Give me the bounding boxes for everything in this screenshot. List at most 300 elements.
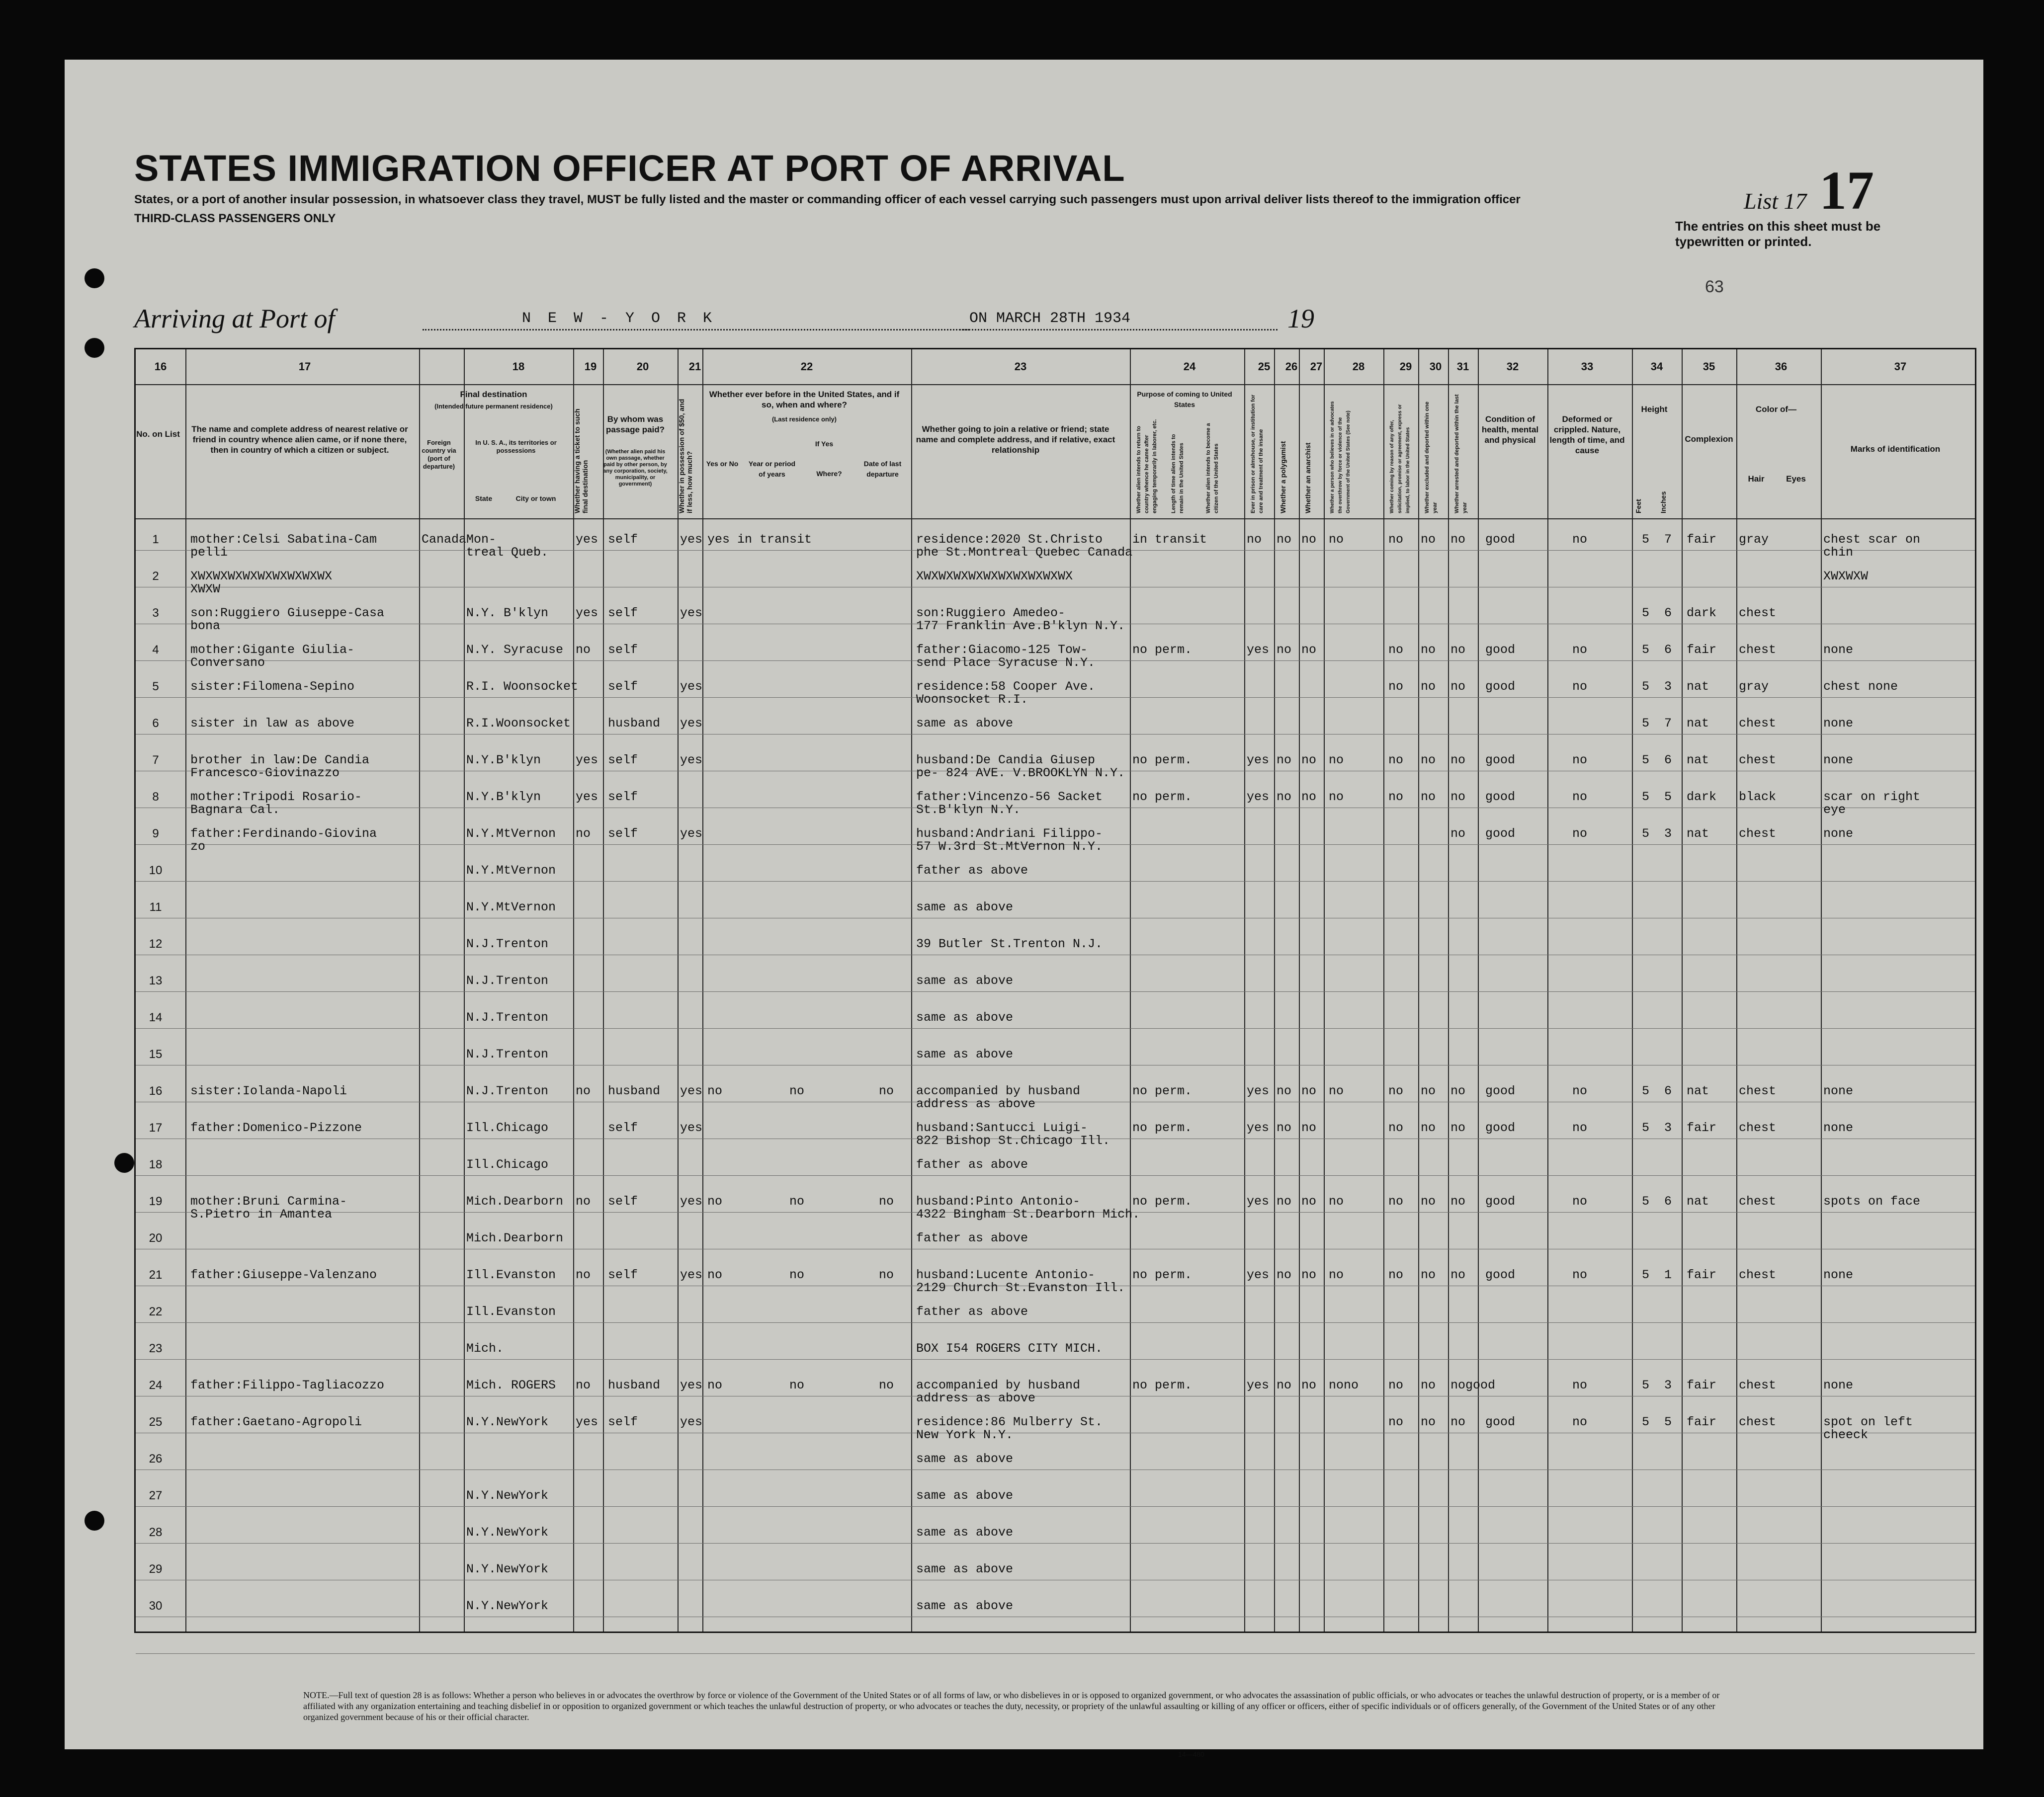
cell-st: N.Y.MtVernon xyxy=(466,863,556,878)
table-row xyxy=(136,1453,1975,1488)
cell-q28: nono xyxy=(1329,1378,1359,1392)
cell-q30: no xyxy=(1421,643,1436,657)
cell-pu: no perm. xyxy=(1132,1121,1192,1135)
cell-rel: sister:Filomena-Sepino xyxy=(190,679,355,694)
cell-ft: 5 xyxy=(1642,826,1650,841)
cell-he: good xyxy=(1485,790,1516,804)
cell-ft: 5 xyxy=(1642,606,1650,620)
column-number: 31 xyxy=(1456,360,1469,373)
cell-pr: yes xyxy=(1247,1378,1270,1392)
cell-rel: father:Filippo-Tagliacozzo xyxy=(190,1378,385,1392)
cell-tk: no xyxy=(576,643,591,657)
cell-st: N.Y.NewYork xyxy=(466,1599,549,1613)
cell-ft: 5 xyxy=(1642,1268,1650,1282)
column-number: 27 xyxy=(1310,360,1323,373)
table-row xyxy=(136,1563,1975,1599)
table-row xyxy=(136,864,1975,900)
cell-tk: yes xyxy=(576,606,598,620)
cell-q28: no xyxy=(1329,790,1344,804)
cell-q30: no xyxy=(1421,1084,1436,1098)
cell-co: fair xyxy=(1687,1378,1717,1392)
cell-q29: no xyxy=(1388,679,1404,694)
cell-co: nat xyxy=(1687,1084,1709,1098)
cell-ft: 5 xyxy=(1642,1084,1650,1098)
cell-pr: yes xyxy=(1247,1268,1270,1282)
cell-no: 12 xyxy=(149,937,163,951)
cell-pu: no perm. xyxy=(1132,1194,1192,1209)
cell-in: 6 xyxy=(1664,1194,1672,1209)
cell-he: good xyxy=(1485,1194,1516,1209)
cell-q31: no xyxy=(1450,679,1466,694)
cell-in: 5 xyxy=(1664,1415,1672,1429)
table-row xyxy=(136,1195,1975,1231)
cell-he: good xyxy=(1485,1121,1516,1135)
cell-st: N.Y.NewYork xyxy=(466,1488,549,1503)
cell-po: no xyxy=(1277,1378,1292,1392)
cell-he: good xyxy=(1485,643,1516,657)
cell-po: no xyxy=(1277,643,1292,657)
cell-jn: accompanied by husband address as above xyxy=(916,1378,1081,1405)
cell-rel: son:Ruggiero Giuseppe-Casa bona xyxy=(190,606,385,633)
cell-in: 1 xyxy=(1664,1268,1672,1282)
cell-no: 22 xyxy=(149,1305,163,1318)
cell-he: good xyxy=(1485,532,1516,547)
cell-st: N.Y.NewYork xyxy=(466,1525,549,1540)
cell-pu: no perm. xyxy=(1132,1268,1192,1282)
cell-no: 3 xyxy=(152,606,159,620)
cell-po: no xyxy=(1277,532,1292,547)
cell-st: N.J.Trenton xyxy=(466,937,549,951)
cell-po: no xyxy=(1277,1194,1292,1209)
cell-jn: XWXWXWXWXWXWXWXWXWXWX xyxy=(916,569,1073,583)
cell-tk: yes xyxy=(576,753,598,767)
cell-pr: yes xyxy=(1247,790,1270,804)
cell-no: 26 xyxy=(149,1452,163,1466)
column-number: 33 xyxy=(1581,360,1594,373)
header-purpose-a: Whether alien intends to return to country whence he came after engaging temporarily in laborer, etc. xyxy=(1136,419,1158,513)
form-number: 14—480 xyxy=(1178,1750,1204,1758)
cell-pd: self xyxy=(608,1194,638,1209)
cell-po: no xyxy=(1277,1084,1292,1098)
cell-mk: none xyxy=(1823,753,1854,767)
cell-pd: self xyxy=(608,679,638,694)
cell-an: no xyxy=(1301,1378,1317,1392)
cell-no: 4 xyxy=(152,643,159,656)
cell-ha: gray xyxy=(1739,532,1769,547)
cell-q30: no xyxy=(1421,790,1436,804)
cell-tk: yes xyxy=(576,1415,598,1429)
cell-ft: 5 xyxy=(1642,643,1650,657)
column-number: 20 xyxy=(636,360,649,373)
table-row xyxy=(136,717,1975,753)
table-row xyxy=(136,1600,1975,1635)
cell-an: no xyxy=(1301,643,1317,657)
cell-st: Mich.Dearborn xyxy=(466,1194,564,1209)
cell-no: 7 xyxy=(152,753,159,767)
cell-q31: no xyxy=(1450,790,1466,804)
header-purpose-b: Length of time alien intends to remain in the United States xyxy=(1171,434,1185,513)
cell-in: 6 xyxy=(1664,1084,1672,1098)
cell-st: N.J.Trenton xyxy=(466,1047,549,1062)
stamp-number: 63 xyxy=(1705,277,1724,296)
cell-mk: none xyxy=(1823,1084,1854,1098)
cell-mk: chest scar on chin xyxy=(1823,532,1921,560)
cell-de: no xyxy=(1572,753,1588,767)
cell-in: 6 xyxy=(1664,606,1672,620)
header-year-period: Year or period of years xyxy=(748,460,796,478)
cell-pd: self xyxy=(608,1121,638,1135)
cell-co: dark xyxy=(1687,606,1717,620)
cell-co: fair xyxy=(1687,532,1717,547)
cell-no: 29 xyxy=(149,1562,163,1576)
page-title: STATES IMMIGRATION OFFICER AT PORT OF ARRIVAL xyxy=(134,148,1125,189)
cell-de: no xyxy=(1572,643,1588,657)
cell-he: good xyxy=(1485,1415,1516,1429)
cell-st: N.Y.MtVernon xyxy=(466,826,556,841)
cell-pd: husband xyxy=(608,1084,661,1098)
cell-ev: no no no xyxy=(707,1084,894,1098)
cell-ha: gray xyxy=(1739,679,1769,694)
cell-ev: no no no xyxy=(707,1268,894,1282)
cell-de: no xyxy=(1572,1194,1588,1209)
cell-st: Mon- treal Queb. xyxy=(466,532,549,560)
column-number: 37 xyxy=(1894,360,1907,373)
cell-ft: 5 xyxy=(1642,1378,1650,1392)
manifest-table xyxy=(134,348,1976,1633)
cell-he: good xyxy=(1485,1084,1516,1098)
table-row xyxy=(136,570,1975,606)
cell-no: 15 xyxy=(149,1048,163,1061)
cell-ft: 5 xyxy=(1642,753,1650,767)
cell-jn: residence:2020 St.Christo phe St.Montreal Quebec Canada xyxy=(916,532,1133,560)
cell-mk: none xyxy=(1823,716,1854,731)
cell-ft: 5 xyxy=(1642,790,1650,804)
cell-de: no xyxy=(1572,790,1588,804)
cell-co: dark xyxy=(1687,790,1717,804)
port-underline xyxy=(423,329,969,330)
cell-q31: no xyxy=(1450,1121,1466,1135)
cell-an: no xyxy=(1301,790,1317,804)
cell-rel: father:Ferdinando-Giovina zo xyxy=(190,826,377,854)
cell-jn: same as above xyxy=(916,1488,1014,1503)
header-height: Height xyxy=(1641,405,1668,414)
cell-st: N.Y.MtVernon xyxy=(466,900,556,914)
cell-ft: 5 xyxy=(1642,679,1650,694)
cell-pd: self xyxy=(608,643,638,657)
cell-mk: none xyxy=(1823,1378,1854,1392)
cell-q29: no xyxy=(1388,753,1404,767)
cell-jn: father:Giacomo-125 Tow- send Place Syracuse N.Y. xyxy=(916,643,1096,670)
cell-q30: no xyxy=(1421,1415,1436,1429)
header-q30: Whether excluded and deported within one year xyxy=(1424,402,1438,513)
list-label: List xyxy=(1743,188,1778,214)
cell-mn: yes xyxy=(680,679,703,694)
cell-jn: same as above xyxy=(916,900,1014,914)
cell-jn: same as above xyxy=(916,1452,1014,1466)
cell-de: no xyxy=(1572,679,1588,694)
header-marks: Marks of identification xyxy=(1850,444,1941,454)
table-row xyxy=(136,533,1975,569)
table-row xyxy=(136,1011,1975,1047)
cell-mn: yes xyxy=(680,1194,703,1209)
column-number: 21 xyxy=(688,360,701,373)
cell-jn: father as above xyxy=(916,1157,1028,1172)
header-no-on-list: No. on List xyxy=(136,429,180,439)
cell-q31: no xyxy=(1450,1415,1466,1429)
cell-rel: sister:Iolanda-Napoli xyxy=(190,1084,347,1098)
cell-q29: no xyxy=(1388,1378,1404,1392)
cell-no: 20 xyxy=(149,1231,163,1245)
cell-ft: 5 xyxy=(1642,1415,1650,1429)
cell-st: Mich.Dearborn xyxy=(466,1231,564,1245)
cell-po: no xyxy=(1277,790,1292,804)
cell-rel: father:Domenico-Pizzone xyxy=(190,1121,362,1135)
list-number xyxy=(1744,159,1874,222)
column-number: 23 xyxy=(1014,360,1027,373)
cell-co: nat xyxy=(1687,826,1709,841)
cell-tk: no xyxy=(576,1268,591,1282)
cell-de: no xyxy=(1572,1268,1588,1282)
header-foreign-country: Foreign country via (port of departure) xyxy=(422,439,456,470)
header-divider xyxy=(136,384,1975,385)
cell-q28: no xyxy=(1329,532,1344,547)
typewritten-note: The entries on this sheet must be typewritten or printed. xyxy=(1675,219,1881,249)
cell-no: 11 xyxy=(149,900,162,914)
cell-st: N.Y. Syracuse xyxy=(466,643,564,657)
column-number: 25 xyxy=(1258,360,1271,373)
year-prefix: 19 xyxy=(1287,304,1314,333)
cell-fc: Canada xyxy=(422,532,467,547)
column-number: 16 xyxy=(154,360,167,373)
cell-po: no xyxy=(1277,1121,1292,1135)
cell-rel: mother:Gigante Giulia- Conversano xyxy=(190,643,355,670)
cell-jn: same as above xyxy=(916,1010,1014,1025)
cell-an: no xyxy=(1301,1084,1317,1098)
cell-mn: yes xyxy=(680,1084,703,1098)
port-value: N E W - Y O R K xyxy=(522,310,716,327)
cell-st: N.J.Trenton xyxy=(466,974,549,988)
cell-an: no xyxy=(1301,753,1317,767)
cell-mn: yes xyxy=(680,1268,703,1282)
column-number: 32 xyxy=(1506,360,1519,373)
cell-co: nat xyxy=(1687,716,1709,731)
cell-ev: no no no xyxy=(707,1194,894,1209)
header-complexion: Complexion xyxy=(1685,434,1733,444)
cell-jn: same as above xyxy=(916,1562,1014,1576)
header-ticket: Whether having a ticket to such final destination xyxy=(573,408,589,513)
header-ever-before: Whether ever before in the United States, and if so, when and where? xyxy=(709,390,900,409)
cell-po: no xyxy=(1277,753,1292,767)
cell-pd: self xyxy=(608,1415,638,1429)
table-row xyxy=(136,1306,1975,1341)
column-number: 34 xyxy=(1650,360,1663,373)
cell-jn: husband:Andriani Filippo- 57 W.3rd St.MtVernon N.Y. xyxy=(916,826,1103,854)
cell-rel: father:Giuseppe-Valenzano xyxy=(190,1268,377,1282)
cell-no: 16 xyxy=(149,1084,163,1098)
cell-no: 14 xyxy=(149,1011,163,1024)
column-number: 19 xyxy=(584,360,597,373)
header-deformed: Deformed or crippled. Nature, length of time, and cause xyxy=(1549,414,1625,455)
table-row xyxy=(136,901,1975,937)
table-row xyxy=(136,975,1975,1010)
cell-q30: no xyxy=(1421,1121,1436,1135)
cell-co: fair xyxy=(1687,1415,1717,1429)
cell-no: 6 xyxy=(152,717,159,730)
cell-he: good xyxy=(1485,1268,1516,1282)
cell-pd: self xyxy=(608,826,638,841)
cell-q30: no xyxy=(1421,1378,1436,1392)
table-row xyxy=(136,1526,1975,1562)
header-color-of: Color of— xyxy=(1755,405,1797,414)
cell-st: N.Y.NewYork xyxy=(466,1562,549,1576)
cell-pu: no perm. xyxy=(1132,753,1192,767)
cell-mn: yes xyxy=(680,826,703,841)
cell-an: no xyxy=(1301,1194,1317,1209)
header-possession-50: Whether in possession of $50, and if less, how much? xyxy=(678,399,693,513)
cell-co: nat xyxy=(1687,679,1709,694)
header-last-departure: Date of last departure xyxy=(863,460,902,478)
cell-q29: no xyxy=(1388,1268,1404,1282)
cell-jn: BOX I54 ROGERS CITY MICH. xyxy=(916,1341,1103,1356)
table-row xyxy=(136,1342,1975,1378)
cell-ha: chest xyxy=(1739,606,1777,620)
cell-jn: husband:Santucci Luigi- 822 Bishop St.Chicago Ill. xyxy=(916,1121,1110,1148)
cell-an: no xyxy=(1301,1268,1317,1282)
header-intended-residence: (Intended future permanent residence) xyxy=(434,403,553,410)
column-number: 24 xyxy=(1183,360,1196,373)
cell-jn: same as above xyxy=(916,1599,1014,1613)
cell-no: 24 xyxy=(149,1379,163,1392)
header-polygamist: Whether a polygamist xyxy=(1279,441,1287,513)
cell-in: 7 xyxy=(1664,532,1672,547)
cell-ha: chest xyxy=(1739,1194,1777,1209)
arrival-date: ON MARCH 28TH 1934 xyxy=(969,310,1131,327)
cell-no: 10 xyxy=(149,864,163,877)
cell-no: 19 xyxy=(149,1195,163,1208)
cell-rel: father:Gaetano-Agropoli xyxy=(190,1415,362,1429)
footnote-question-28: NOTE.—Full text of question 28 is as follows: Whether a person who believes in or advocates the overthrow by force or violence of the Government of the United States or of all forms of law, or who disbelieves in or is opposed to organized government, or who advocates the assassination of public officials, or who advocates or teaches the unlawful destruction of property, or is a member of or affiliated with any organization entertaining and teaching disbelief in or opposition to organized government or which teaches the unlawful destruction of property, or who advocates or teaches the duty, necessity, or propriety of the unlawful assaulting or killing of any officer or officers, either of specific individuals or of officers generally, of the Government of the United States or of any other organized government because of his or their official character. xyxy=(303,1690,1720,1722)
cell-pd: self xyxy=(608,606,638,620)
table-row xyxy=(136,1158,1975,1194)
column-number: 18 xyxy=(512,360,525,373)
cell-q29: no xyxy=(1388,1415,1404,1429)
cell-ha: chest xyxy=(1739,1084,1777,1098)
cell-jn: same as above xyxy=(916,974,1014,988)
cell-he: good xyxy=(1485,679,1516,694)
cell-co: nat xyxy=(1687,753,1709,767)
cell-mn: yes xyxy=(680,1415,703,1429)
cell-no: 25 xyxy=(149,1415,163,1429)
cell-q28: no xyxy=(1329,1268,1344,1282)
cell-an: no xyxy=(1301,1121,1317,1135)
cell-q31: nogood xyxy=(1450,1378,1496,1392)
column-number: 30 xyxy=(1429,360,1442,373)
table-row xyxy=(136,1122,1975,1157)
cell-jn: son:Ruggiero Amedeo- 177 Franklin Ave.B'klyn N.Y. xyxy=(916,606,1125,633)
cell-jn: same as above xyxy=(916,1047,1014,1062)
cell-ha: chest xyxy=(1739,826,1777,841)
cell-mk: none xyxy=(1823,826,1854,841)
cell-st: N.Y.NewYork xyxy=(466,1415,549,1429)
cell-q29: no xyxy=(1388,1084,1404,1098)
column-number: 28 xyxy=(1352,360,1365,373)
cell-st: Mich. ROGERS xyxy=(466,1378,556,1392)
cell-mn: yes xyxy=(680,753,703,767)
cell-in: 6 xyxy=(1664,643,1672,657)
cell-de: no xyxy=(1572,532,1588,547)
cell-pd: self xyxy=(608,532,638,547)
cell-jn: accompanied by husband address as above xyxy=(916,1084,1081,1111)
cell-in: 3 xyxy=(1664,826,1672,841)
cell-ha: chest xyxy=(1739,1268,1777,1282)
cell-pr: yes xyxy=(1247,643,1270,657)
cell-pr: yes xyxy=(1247,1121,1270,1135)
header-inches: Inches xyxy=(1659,491,1667,513)
cell-co: fair xyxy=(1687,1268,1717,1282)
header-purpose-c: Whether alien intends to become a citizen of the United States xyxy=(1205,423,1219,513)
cell-mk: chest none xyxy=(1823,679,1898,694)
cell-mk: none xyxy=(1823,1121,1854,1135)
cell-de: no xyxy=(1572,1415,1588,1429)
header-yes-or-no: Yes or No xyxy=(706,460,739,468)
cell-no: 5 xyxy=(152,680,159,693)
table-row xyxy=(136,1379,1975,1415)
cell-jn: father as above xyxy=(916,1305,1028,1319)
cell-pr: yes xyxy=(1247,753,1270,767)
cell-mn: yes xyxy=(680,1121,703,1135)
cell-ha: chest xyxy=(1739,753,1777,767)
cell-he: good xyxy=(1485,753,1516,767)
cell-co: nat xyxy=(1687,1194,1709,1209)
cell-jn: same as above xyxy=(916,716,1014,731)
cell-no: 21 xyxy=(149,1268,163,1282)
cell-pu: in transit xyxy=(1132,532,1207,547)
cell-no: 28 xyxy=(149,1526,163,1539)
header-joining: Whether going to join a relative or friend; state name and complete address, and if relative, exact relationship xyxy=(916,424,1115,455)
cell-in: 6 xyxy=(1664,753,1672,767)
table-row xyxy=(136,644,1975,679)
cell-q31: no xyxy=(1450,1084,1466,1098)
cell-rel: mother:Celsi Sabatina-Cam pelli xyxy=(190,532,377,560)
cell-jn: residence:58 Cooper Ave. Woonsocket R.I. xyxy=(916,679,1096,707)
cell-ha: chest xyxy=(1739,1415,1777,1429)
cell-mk: spots on face xyxy=(1823,1194,1921,1209)
cell-jn: husband:Lucente Antonio- 2129 Church St.Evanston Ill. xyxy=(916,1268,1125,1295)
cell-st: Ill.Chicago xyxy=(466,1157,549,1172)
cell-tk: no xyxy=(576,1194,591,1209)
cell-st: N.J.Trenton xyxy=(466,1084,549,1098)
cell-st: N.Y. B'klyn xyxy=(466,606,549,620)
cell-no: 30 xyxy=(149,1599,163,1613)
cell-in: 3 xyxy=(1664,679,1672,694)
punch-hole xyxy=(85,338,104,358)
cell-ft: 5 xyxy=(1642,1121,1650,1135)
cell-ev: yes in transit xyxy=(707,532,812,547)
table-row xyxy=(136,1416,1975,1452)
cell-ft: 5 xyxy=(1642,716,1650,731)
cell-de: no xyxy=(1572,1378,1588,1392)
cell-tk: no xyxy=(576,1378,591,1392)
cell-q31: no xyxy=(1450,532,1466,547)
cell-an: no xyxy=(1301,532,1317,547)
cell-pd: husband xyxy=(608,716,661,731)
list-number-value: 17 xyxy=(1819,160,1874,221)
cell-q30: no xyxy=(1421,1194,1436,1209)
cell-ha: chest xyxy=(1739,1121,1777,1135)
cell-de: no xyxy=(1572,1121,1588,1135)
list-prefix: 17 xyxy=(1784,188,1807,214)
header-where: Where? xyxy=(816,470,842,478)
